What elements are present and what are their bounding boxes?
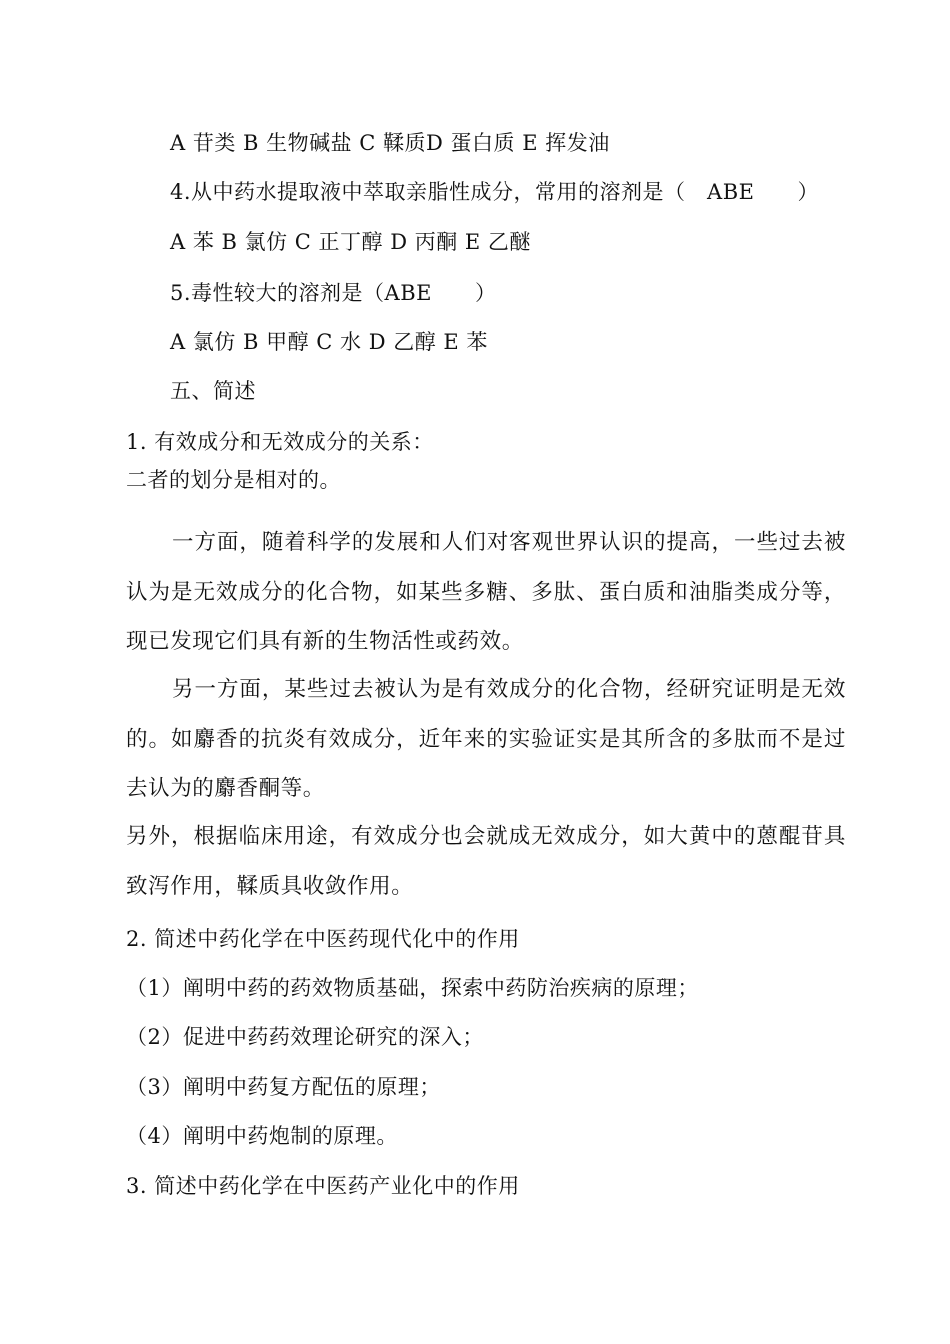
q1-paragraph-3: 另外，根据临床用途，有效成分也会就成无效成分，如大黄中的蒽醌苷具致泻作用，鞣质具收敛作用。 — [126, 824, 846, 899]
q3-options: A 苷类 B 生物碱盐 C 鞣质D 蛋白质 E 挥发油 — [170, 131, 610, 155]
q2-title: 2. 简述中药化学在中医药现代化中的作用 — [126, 927, 520, 951]
q2-item-1: （1）阐明中药的药效物质基础，探索中药防治疾病的原理； — [126, 976, 699, 1000]
q1-paragraph-0: 二者的划分是相对的。 — [126, 468, 341, 492]
q2-item-4: （4）阐明中药炮制的原理。 — [126, 1124, 398, 1148]
q1-paragraph-2: 另一方面，某些过去被认为是有效成分的化合物，经研究证明是无效的。如麝香的抗炎有效成分，近年来的实验证实是其所含的多肽而不是过去认为的麝香酮等。 — [126, 677, 846, 801]
section-heading: 五、简述 — [170, 379, 256, 403]
q2-item-2: （2）促进中药药效理论研究的深入； — [126, 1025, 484, 1049]
q5-options: A 氯仿 B 甲醇 C 水 D 乙醇 E 苯 — [170, 330, 488, 354]
q1-paragraph-1: 一方面，随着科学的发展和人们对客观世界认识的提高，一些过去被认为是无效成分的化合物，如某些多糖、多肽、蛋白质和油脂类成分等，现已发现它们具有新的生物活性或药效。 — [126, 530, 846, 654]
q2-item-3: （3）阐明中药复方配伍的原理； — [126, 1075, 441, 1099]
q3-title: 3. 简述中药化学在中医药产业化中的作用 — [126, 1174, 520, 1198]
q4-question: 4.从中药水提取液中萃取亲脂性成分，常用的溶剂是（ ABE ） — [170, 180, 819, 204]
q4-options: A 苯 B 氯仿 C 正丁醇 D 丙酮 E 乙醚 — [170, 230, 531, 254]
q1-title: 1. 有效成分和无效成分的关系： — [126, 430, 434, 454]
q5-question: 5.毒性较大的溶剂是（ABE ） — [170, 281, 497, 305]
